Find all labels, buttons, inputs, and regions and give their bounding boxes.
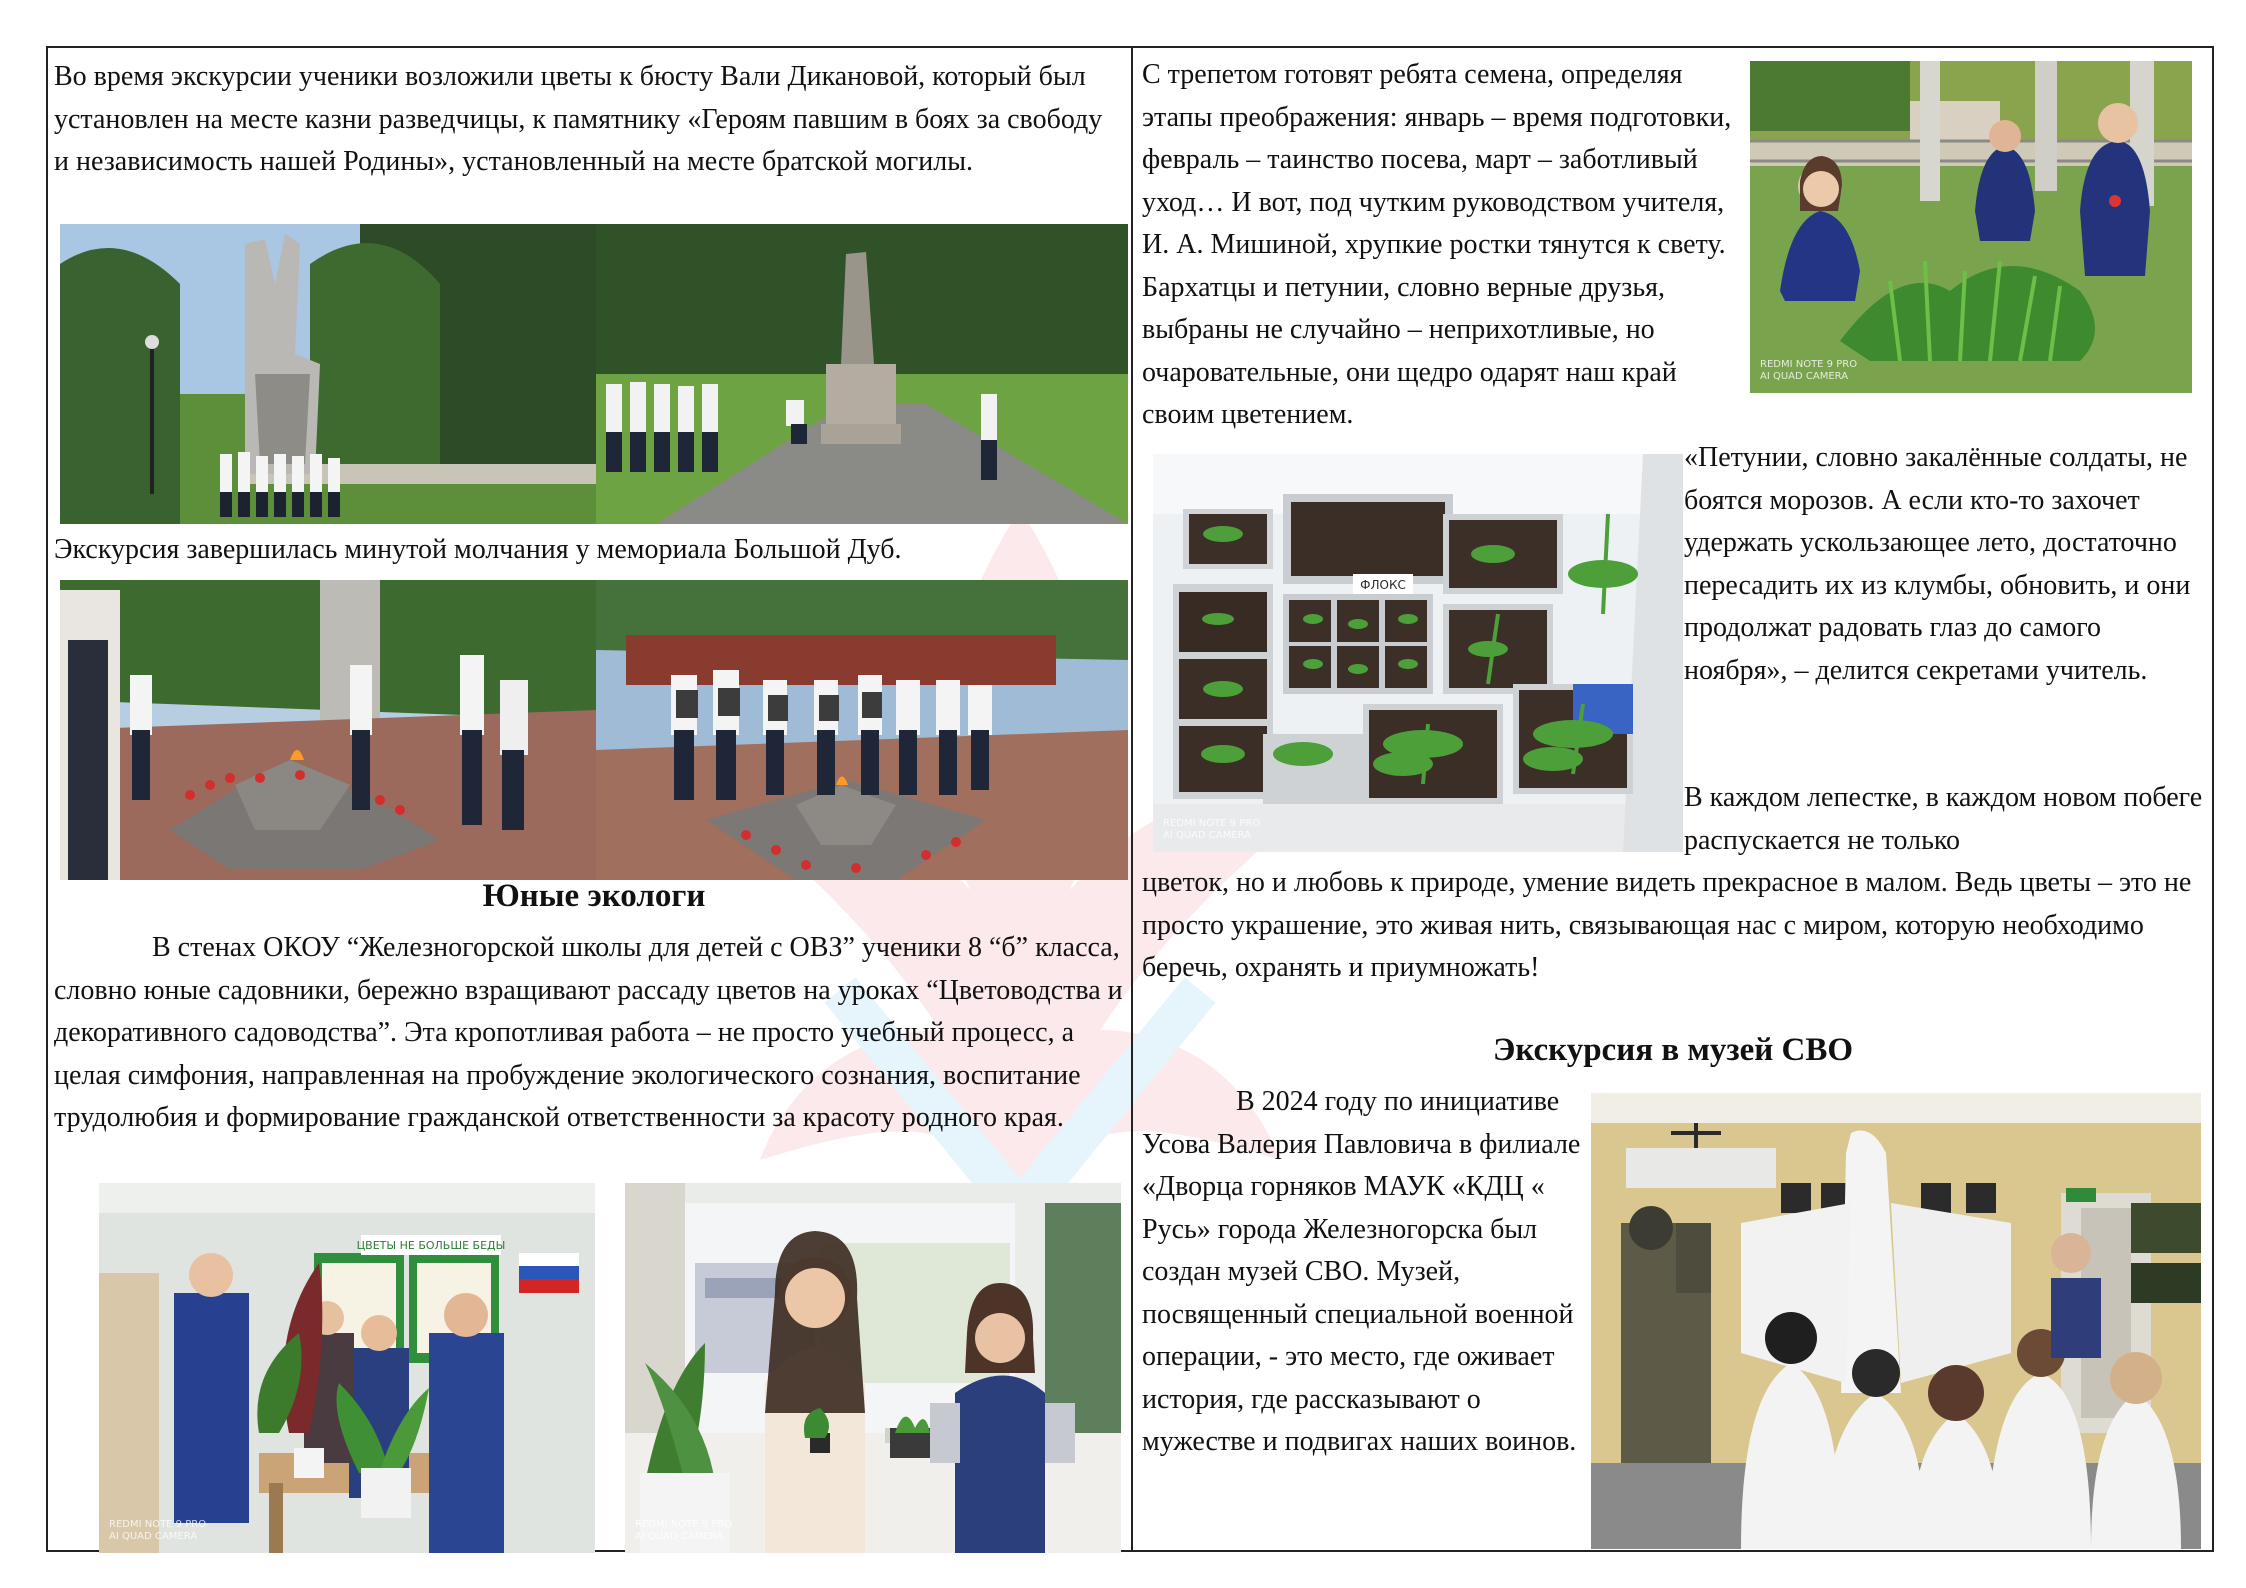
section-title-young-ecologists: Юные экологи	[482, 878, 706, 914]
photo-classroom-plants	[99, 1183, 595, 1553]
right-quote-petunias: «Петунии, словно закалённые солдаты, не боятся морозов. А если кто-то захочет удержать ускользающее лето, достаточно пересадить их из клумбы, обновить, и они продолжат радовать глаз до самого ноября», – делится секретами учитель.	[1684, 442, 2191, 686]
photo-seedling-trays	[1153, 454, 1683, 852]
photo-flowerbed-students	[1750, 61, 2192, 393]
camera-watermark: REDMI NOTE 9 PRO AI QUAD CAMERA	[635, 1519, 733, 1542]
left-paragraph-wreath: Во время экскурсии ученики возложили цветы к бюсту Вали Дикановой, который был установлен на месте казни разведчицы, к памятнику «Героям павшим в боях за свободу и независимость нашей Родины», установленный на месте братской могилы.	[54, 61, 1103, 177]
camera-watermark: REDMI NOTE 9 PRO AI QUAD CAMERA	[1163, 818, 1261, 841]
photo-eternal-flame	[60, 580, 596, 880]
right-paragraph-seeds: С трепетом готовят ребята семена, определяя этапы преображения: январь – время подготовки, февраль – таинство посева, март – заботливый уход… И вот, под чутким руководством учителя, И. А. Мишиной, хрупкие ростки тянутся к свету. Бархатцы и петунии, словно верные друзья, выбраны не случайно – неприхотливые, но очаровательные, они щедро одарят наш край своим цветением.	[1142, 59, 1732, 430]
photo-svo-museum	[1591, 1093, 2201, 1549]
camera-watermark: REDMI NOTE 9 PRO AI QUAD CAMERA	[1760, 359, 1858, 382]
column-divider	[1131, 46, 1133, 1552]
camera-watermark: REDMI NOTE 9 PRO AI QUAD CAMERA	[109, 1519, 207, 1542]
photo-stone-monument	[60, 224, 596, 524]
right-paragraph-museum: В 2024 году по инициативе Усова Валерия Павловича в филиале «Дворца горняков МАУК «КДЦ « Русь» города Железногорска был создан музей СВО. Музей, посвященный специальной военной операции, - это место, где оживает история, где рассказывают о мужестве и подвигах наших воинов.	[1142, 1086, 1581, 1457]
section-title-svo-museum: Экскурсия в музей СВО	[1492, 1032, 1854, 1068]
left-paragraph-ecologists: В стенах ОКОУ “Железногорской школы для детей с ОВЗ” ученики 8 “б” класса, словно юные садовники, бережно взращивают рассаду цветов на уроках “Цветоводства и декоративного садоводства”. Эта кропотливая работа – не просто учебный процесс, а целая симфония, направленная на пробуждение экологического сознания, воспитание трудолюбия и формирование гражданской ответственности за красоту родного края.	[54, 932, 1123, 1133]
photo-immortal-regiment	[596, 580, 1128, 880]
left-paragraph-minute-silence: Экскурсия завершилась минутой молчания у мемориала Большой Дуб.	[54, 534, 902, 565]
right-paragraph-petal-start: В каждом лепестке, в каждом новом побеге распускается не только	[1684, 782, 2203, 856]
right-paragraph-petal-end: цветок, но и любовь к природе, умение видеть прекрасное в малом. Ведь цветы – это не просто украшение, это живая нить, связывающая нас с миром, которую необходимо беречь, охранять и приумножать!	[1142, 867, 2192, 983]
seed-plaque-text: ФЛОКС	[1360, 578, 1406, 592]
photo-girls-seedlings	[625, 1183, 1121, 1553]
classroom-banner-text: ЦВЕТЫ НЕ БОЛЬШЕ БЕДЫ	[356, 1239, 506, 1252]
photo-soldier-memorial	[596, 224, 1128, 524]
